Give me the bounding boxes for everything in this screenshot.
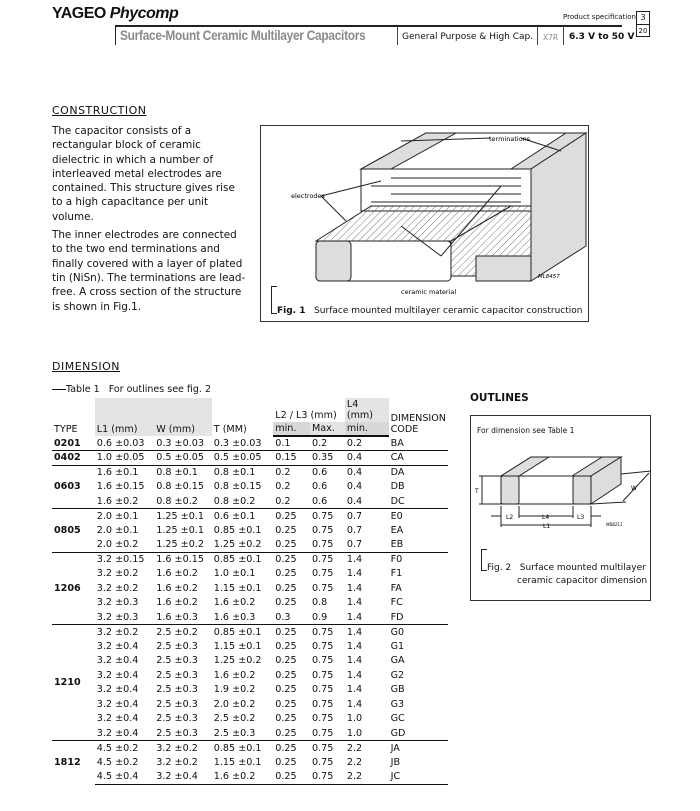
table-cell: 0.25 bbox=[275, 756, 297, 768]
table-row bbox=[52, 567, 448, 582]
table-cell: 1.6 ±0.2 bbox=[96, 495, 139, 507]
table-row bbox=[52, 726, 448, 741]
table-cell: GB bbox=[390, 684, 405, 696]
table-cell: DA bbox=[389, 465, 448, 480]
table-cell: 0.25 bbox=[275, 640, 297, 652]
table-cell: 1.6 ±0.3 bbox=[156, 611, 198, 623]
type-cell: 1812 bbox=[52, 741, 95, 785]
type-cell: 0805 bbox=[52, 509, 95, 553]
table-row bbox=[52, 610, 448, 625]
header-divider bbox=[563, 27, 564, 45]
table-cell: 3.2 ±0.4 bbox=[96, 698, 139, 710]
figure-1-caption: Fig. 1 Surface mounted multilayer ceramic capacitor construction bbox=[277, 306, 583, 316]
table-cell: 0.75 bbox=[312, 655, 334, 667]
table-cell: 0.25 bbox=[275, 524, 297, 536]
table-cell: GC bbox=[390, 713, 405, 725]
table-cell: 2.5 ±0.3 bbox=[156, 698, 198, 710]
label-w: W bbox=[631, 485, 637, 492]
col-l4: L4 (mm) bbox=[345, 398, 389, 422]
label-ceramic: ceramic material bbox=[401, 288, 457, 296]
header-divider bbox=[115, 25, 116, 45]
voltage-label: 6.3 V to 50 V bbox=[569, 32, 635, 42]
table-cell: 2.5 ±0.3 bbox=[156, 640, 198, 652]
table-cell: 3.2 ±0.4 bbox=[96, 640, 139, 652]
table-row bbox=[52, 654, 448, 669]
table-cell: 2.5 ±0.3 bbox=[156, 655, 198, 667]
type-cell: 1206 bbox=[52, 552, 95, 625]
label-l2: L2 bbox=[506, 514, 514, 521]
table-cell: 3.2 ±0.2 bbox=[96, 568, 139, 580]
table-cell: 0.3 ±0.03 bbox=[213, 437, 262, 449]
table-cell: 0.4 bbox=[345, 451, 389, 466]
table-cell: 3.2 ±0.15 bbox=[95, 552, 154, 567]
table-cell: 1.0 ±0.1 bbox=[213, 568, 256, 580]
table-cell: 0.8 ±0.15 bbox=[156, 481, 204, 493]
col-l4-min: min. bbox=[345, 422, 389, 436]
table-row bbox=[52, 697, 448, 712]
table-cell: 2.5 ±0.2 bbox=[154, 625, 212, 640]
table-cell: 0.2 bbox=[273, 465, 310, 480]
col-code: DIMENSION CODE bbox=[390, 413, 446, 435]
table-cell: 1.6 ±0.15 bbox=[154, 552, 212, 567]
category-label: General Purpose & High Cap. bbox=[402, 32, 534, 42]
col-t: T (MM) bbox=[213, 424, 247, 435]
table-cell: 3.2 ±0.4 bbox=[96, 713, 139, 725]
table-cell: 0.75 bbox=[312, 640, 334, 652]
brand-logo: YAGEO Phycomp bbox=[52, 5, 179, 22]
table-cell: BA bbox=[390, 437, 404, 449]
table-row bbox=[52, 480, 448, 495]
table-cell: 2.2 bbox=[345, 770, 389, 785]
table-cell: CA bbox=[389, 451, 448, 466]
table-cell: 0.75 bbox=[312, 669, 334, 681]
table-cell: 4.5 ±0.4 bbox=[95, 770, 154, 785]
table-cell: 0.75 bbox=[312, 684, 334, 696]
table-row bbox=[52, 538, 448, 553]
label-electrodes: electrodes bbox=[291, 192, 325, 200]
table-cell: 1.9 ±0.2 bbox=[213, 684, 256, 696]
table-cell: 0.85 ±0.1 bbox=[212, 625, 273, 640]
header-divider bbox=[397, 27, 398, 45]
table-cell: 0.25 bbox=[275, 655, 297, 667]
table-row bbox=[52, 755, 448, 770]
table-cell: 2.5 ±0.3 bbox=[156, 684, 198, 696]
table-cell: 3.2 ±0.4 bbox=[154, 770, 212, 785]
figure-2-caption: Fig. 2 Surface mounted multilayer ceramic capacitor dimension bbox=[487, 563, 648, 586]
table-cell: E0 bbox=[389, 509, 448, 524]
table-cell: 3.2 ±0.3 bbox=[96, 597, 139, 609]
table-cell: 1.25 ±0.2 bbox=[213, 539, 262, 550]
table-cell: 0.75 bbox=[312, 524, 334, 536]
construction-text: The capacitor consists of a rectangular block of ceramic dielectric in which a number of interleaved metal electrodes are contained. This structure gives rise to a high capacitance per unit volume. The inner electrodes are connected to the two end terminations and finally covered with a layer of plated tin (NiSn). The terminations are lead-free. A cross section of the structure is shown in Fig.1. bbox=[52, 125, 246, 313]
table-row bbox=[52, 436, 448, 451]
label-t: T bbox=[475, 488, 479, 495]
dimension-heading: DIMENSION bbox=[52, 360, 120, 373]
table-cell: 0.7 bbox=[346, 539, 363, 550]
table-cell: 0.2 bbox=[275, 481, 291, 493]
table-cell: FC bbox=[390, 597, 403, 609]
table-cell: GD bbox=[390, 727, 406, 739]
figure-code: MBB211 bbox=[606, 522, 623, 527]
table-cell: 0.75 bbox=[312, 582, 334, 594]
col-l2-max: Max. bbox=[310, 422, 345, 436]
table-cell: 0.85 ±0.1 bbox=[213, 524, 262, 536]
table-cell: 0.25 bbox=[275, 597, 297, 609]
table-cell: 1.4 bbox=[346, 698, 363, 710]
table-cell: G3 bbox=[390, 698, 405, 710]
table-cell: 0.5 ±0.05 bbox=[154, 451, 212, 466]
table-cell: DB bbox=[390, 481, 405, 493]
type-cell: 0402 bbox=[52, 451, 95, 466]
table-cell: 2.0 ±0.1 bbox=[96, 524, 139, 536]
table-cell: 1.6 ±0.2 bbox=[212, 770, 273, 785]
table-cell: 0.75 bbox=[310, 741, 345, 756]
table-cell: 0.75 bbox=[310, 770, 345, 785]
table-cell: 0.75 bbox=[312, 713, 334, 725]
table-row bbox=[52, 712, 448, 727]
table-cell: 1.25 ±0.1 bbox=[156, 524, 204, 536]
table-cell: 0.25 bbox=[273, 625, 310, 640]
table-row bbox=[52, 509, 448, 524]
table-cell: GA bbox=[390, 655, 405, 667]
table-cell: 2.0 ±0.2 bbox=[96, 539, 139, 550]
table-cell: 0.25 bbox=[275, 684, 297, 696]
table-cell: 1.6 ±0.15 bbox=[96, 481, 145, 493]
table-cell: JA bbox=[389, 741, 448, 756]
label-terminations: terminations bbox=[489, 135, 531, 143]
table-row bbox=[52, 494, 448, 509]
table-cell: 0.35 bbox=[310, 451, 345, 466]
table-cell: 1.6 ±0.2 bbox=[213, 597, 256, 609]
table-cell: 1.4 bbox=[346, 597, 363, 609]
table-cell: 0.2 bbox=[275, 495, 291, 507]
table-row bbox=[52, 596, 448, 611]
dimension-table bbox=[52, 398, 448, 785]
table-cell: 2.5 ±0.2 bbox=[213, 713, 256, 725]
table-cell: 2.0 ±0.2 bbox=[213, 698, 256, 710]
table-cell: 0.2 bbox=[312, 438, 328, 449]
table-cell: 1.6 ±0.3 bbox=[213, 611, 256, 623]
label-l4: L4 bbox=[542, 514, 550, 521]
table-cell: 0.5 ±0.05 bbox=[212, 451, 273, 466]
table-row bbox=[52, 625, 448, 640]
table-cell: 1.4 bbox=[346, 611, 363, 623]
table-cell: 4.5 ±0.2 bbox=[95, 741, 154, 756]
table-cell: 1.6 ±0.2 bbox=[156, 568, 198, 580]
table-cell: 0.7 bbox=[346, 524, 363, 536]
table-row bbox=[52, 741, 448, 756]
col-l1: L1 (mm) bbox=[95, 398, 154, 436]
table-cell: 0.3 bbox=[275, 611, 291, 623]
table-cell: 1.4 bbox=[346, 684, 363, 696]
table-cell: G1 bbox=[390, 640, 405, 652]
type-cell: 0201 bbox=[54, 437, 81, 449]
table-cell: 3.2 ±0.2 bbox=[156, 756, 198, 768]
table-cell: 1.15 ±0.1 bbox=[213, 640, 262, 652]
table-cell: 1.6 ±0.2 bbox=[156, 582, 198, 594]
col-l2l3: L2 / L3 (mm) bbox=[275, 410, 337, 421]
table-cell: 1.6 ±0.2 bbox=[156, 597, 198, 609]
table-row bbox=[52, 465, 448, 480]
table-cell: 0.8 ±0.1 bbox=[154, 465, 212, 480]
table-cell: F1 bbox=[390, 568, 403, 580]
table-cell: 0.4 bbox=[345, 465, 389, 480]
product-spec-label: Product specification bbox=[563, 13, 636, 21]
table-cell: 0.25 bbox=[273, 741, 310, 756]
table-cell: EB bbox=[390, 539, 404, 550]
table-cell: 1.25 ±0.2 bbox=[156, 539, 204, 550]
table-cell: 1.4 bbox=[345, 625, 389, 640]
table-cell: 1.25 ±0.1 bbox=[154, 509, 212, 524]
table-cell: G0 bbox=[389, 625, 448, 640]
table-cell: JB bbox=[390, 756, 401, 768]
table-cell: 0.8 ±0.2 bbox=[156, 495, 198, 507]
table-cell: 2.5 ±0.3 bbox=[156, 713, 198, 725]
table-cell: 3.2 ±0.3 bbox=[96, 611, 139, 623]
table-row bbox=[52, 523, 448, 538]
col-l2-min: min. bbox=[273, 422, 310, 436]
label-l3: L3 bbox=[577, 514, 585, 521]
table-cell: 0.25 bbox=[275, 727, 297, 739]
table-cell: 3.2 ±0.2 bbox=[154, 741, 212, 756]
table-cell: 0.25 bbox=[273, 552, 310, 567]
table-cell: 1.15 ±0.1 bbox=[213, 756, 262, 768]
table-cell: 0.6 bbox=[310, 465, 345, 480]
table-cell: 0.2 bbox=[346, 438, 363, 449]
table-cell: FA bbox=[390, 582, 402, 594]
table-cell: 0.75 bbox=[310, 552, 345, 567]
type-cell: 1210 bbox=[52, 625, 95, 741]
header-divider bbox=[537, 27, 538, 45]
table-cell: 1.0 bbox=[346, 727, 363, 739]
table-cell: 3.2 ±0.4 bbox=[96, 727, 139, 739]
table-cell: 0.75 bbox=[312, 756, 334, 768]
table-cell: 0.6 ±0.1 bbox=[212, 509, 273, 524]
table-cell: 3.2 ±0.4 bbox=[96, 684, 139, 696]
table-cell: 0.6 bbox=[312, 481, 328, 493]
capacitor-outline-drawing bbox=[471, 446, 651, 536]
capacitor-construction-drawing bbox=[261, 126, 588, 302]
table-cell: 3.2 ±0.4 bbox=[96, 655, 139, 667]
table-cell: 0.25 bbox=[275, 539, 297, 550]
table-cell: 1.0 ±0.05 bbox=[95, 451, 154, 466]
table-cell: F0 bbox=[389, 552, 448, 567]
outlines-note: For dimension see Table 1 bbox=[477, 426, 575, 435]
table-cell: 3.2 ±0.4 bbox=[96, 669, 139, 681]
table-cell: 1.6 ±0.1 bbox=[95, 465, 154, 480]
table-cell: 3.2 ±0.2 bbox=[96, 582, 139, 594]
table-row bbox=[52, 639, 448, 654]
table-cell: 0.25 bbox=[275, 568, 297, 580]
table-cell: 1.4 bbox=[346, 655, 363, 667]
table-cell: 1.25 ±0.2 bbox=[213, 655, 262, 667]
table-cell: 0.6 ±0.03 bbox=[96, 437, 145, 449]
table-cell: DC bbox=[390, 495, 405, 507]
table-cell: 0.25 bbox=[275, 582, 297, 594]
label-l1: L1 bbox=[543, 523, 551, 530]
table-cell: 0.9 bbox=[312, 611, 328, 623]
table-cell: 1.4 bbox=[345, 552, 389, 567]
table-row bbox=[52, 552, 448, 567]
table-cell: 1.0 bbox=[346, 713, 363, 725]
outlines-heading: OUTLINES bbox=[470, 392, 529, 404]
header-rule bbox=[115, 25, 622, 27]
table-cell: 0.75 bbox=[312, 539, 334, 550]
table-cell: 1.4 bbox=[346, 582, 363, 594]
table-cell: 0.8 ±0.1 bbox=[212, 465, 273, 480]
document-title: Surface-Mount Ceramic Multilayer Capacitors bbox=[120, 28, 366, 43]
table-cell: 0.75 bbox=[312, 727, 334, 739]
table-cell: 2.5 ±0.3 bbox=[213, 727, 256, 739]
table-cell: 0.7 bbox=[345, 509, 389, 524]
dielectric-label: X7R bbox=[543, 33, 559, 42]
page-number: 3 20 bbox=[636, 11, 650, 37]
table-cell: 0.1 bbox=[275, 438, 291, 449]
table-cell: FD bbox=[390, 611, 404, 623]
table-cell: JC bbox=[389, 770, 448, 785]
table-cell: 1.15 ±0.1 bbox=[213, 582, 262, 594]
table-cell: 0.4 bbox=[346, 481, 363, 493]
table-cell: 0.4 bbox=[346, 495, 363, 507]
table-cell: 1.4 bbox=[346, 568, 363, 580]
table-cell: 0.8 ±0.2 bbox=[213, 495, 256, 507]
table-row bbox=[52, 581, 448, 596]
table-cell: 2.2 bbox=[345, 741, 389, 756]
figure-2 bbox=[470, 415, 651, 601]
table-cell: 0.8 bbox=[312, 597, 328, 609]
table-cell: 0.25 bbox=[275, 713, 297, 725]
table-cell: 0.75 bbox=[312, 698, 334, 710]
table-cell: 0.75 bbox=[310, 509, 345, 524]
table-cell: 0.3 ±0.03 bbox=[156, 437, 204, 449]
table-cell: 0.25 bbox=[273, 770, 310, 785]
table-cell: 1.4 bbox=[346, 669, 363, 681]
construction-heading: CONSTRUCTION bbox=[52, 104, 147, 117]
table-cell: 0.25 bbox=[275, 669, 297, 681]
table-cell: 4.5 ±0.2 bbox=[96, 756, 139, 768]
table-row bbox=[52, 770, 448, 785]
table-cell: 0.75 bbox=[312, 568, 334, 580]
table-cell: 2.0 ±0.1 bbox=[95, 509, 154, 524]
table-cell: 2.5 ±0.3 bbox=[156, 727, 198, 739]
table-row bbox=[52, 683, 448, 698]
table-cell: EA bbox=[390, 524, 404, 536]
table-cell: G2 bbox=[390, 669, 405, 681]
col-w: W (mm) bbox=[154, 398, 212, 436]
table-cell: 0.85 ±0.1 bbox=[212, 741, 273, 756]
table-cell: 2.5 ±0.3 bbox=[156, 669, 198, 681]
table-row bbox=[52, 451, 448, 466]
figure-code: ML8457 bbox=[538, 274, 560, 280]
table-cell: 0.25 bbox=[275, 698, 297, 710]
table-cell: 0.6 bbox=[312, 495, 328, 507]
table-cell: 2.2 bbox=[346, 756, 363, 768]
table-row bbox=[52, 668, 448, 683]
table-cell: 0.75 bbox=[310, 625, 345, 640]
table-cell: 3.2 ±0.2 bbox=[95, 625, 154, 640]
table-cell: 0.25 bbox=[273, 509, 310, 524]
table-caption: Table 1 For outlines see fig. 2 bbox=[52, 384, 211, 395]
table-cell: 0.8 ±0.15 bbox=[213, 481, 262, 493]
table-cell: 0.85 ±0.1 bbox=[212, 552, 273, 567]
col-type: TYPE bbox=[54, 424, 78, 435]
type-cell: 0603 bbox=[52, 465, 95, 509]
table-cell: 1.4 bbox=[346, 640, 363, 652]
table-cell: 1.6 ±0.2 bbox=[213, 669, 256, 681]
table-cell: 0.15 bbox=[273, 451, 310, 466]
figure-1 bbox=[260, 125, 589, 322]
